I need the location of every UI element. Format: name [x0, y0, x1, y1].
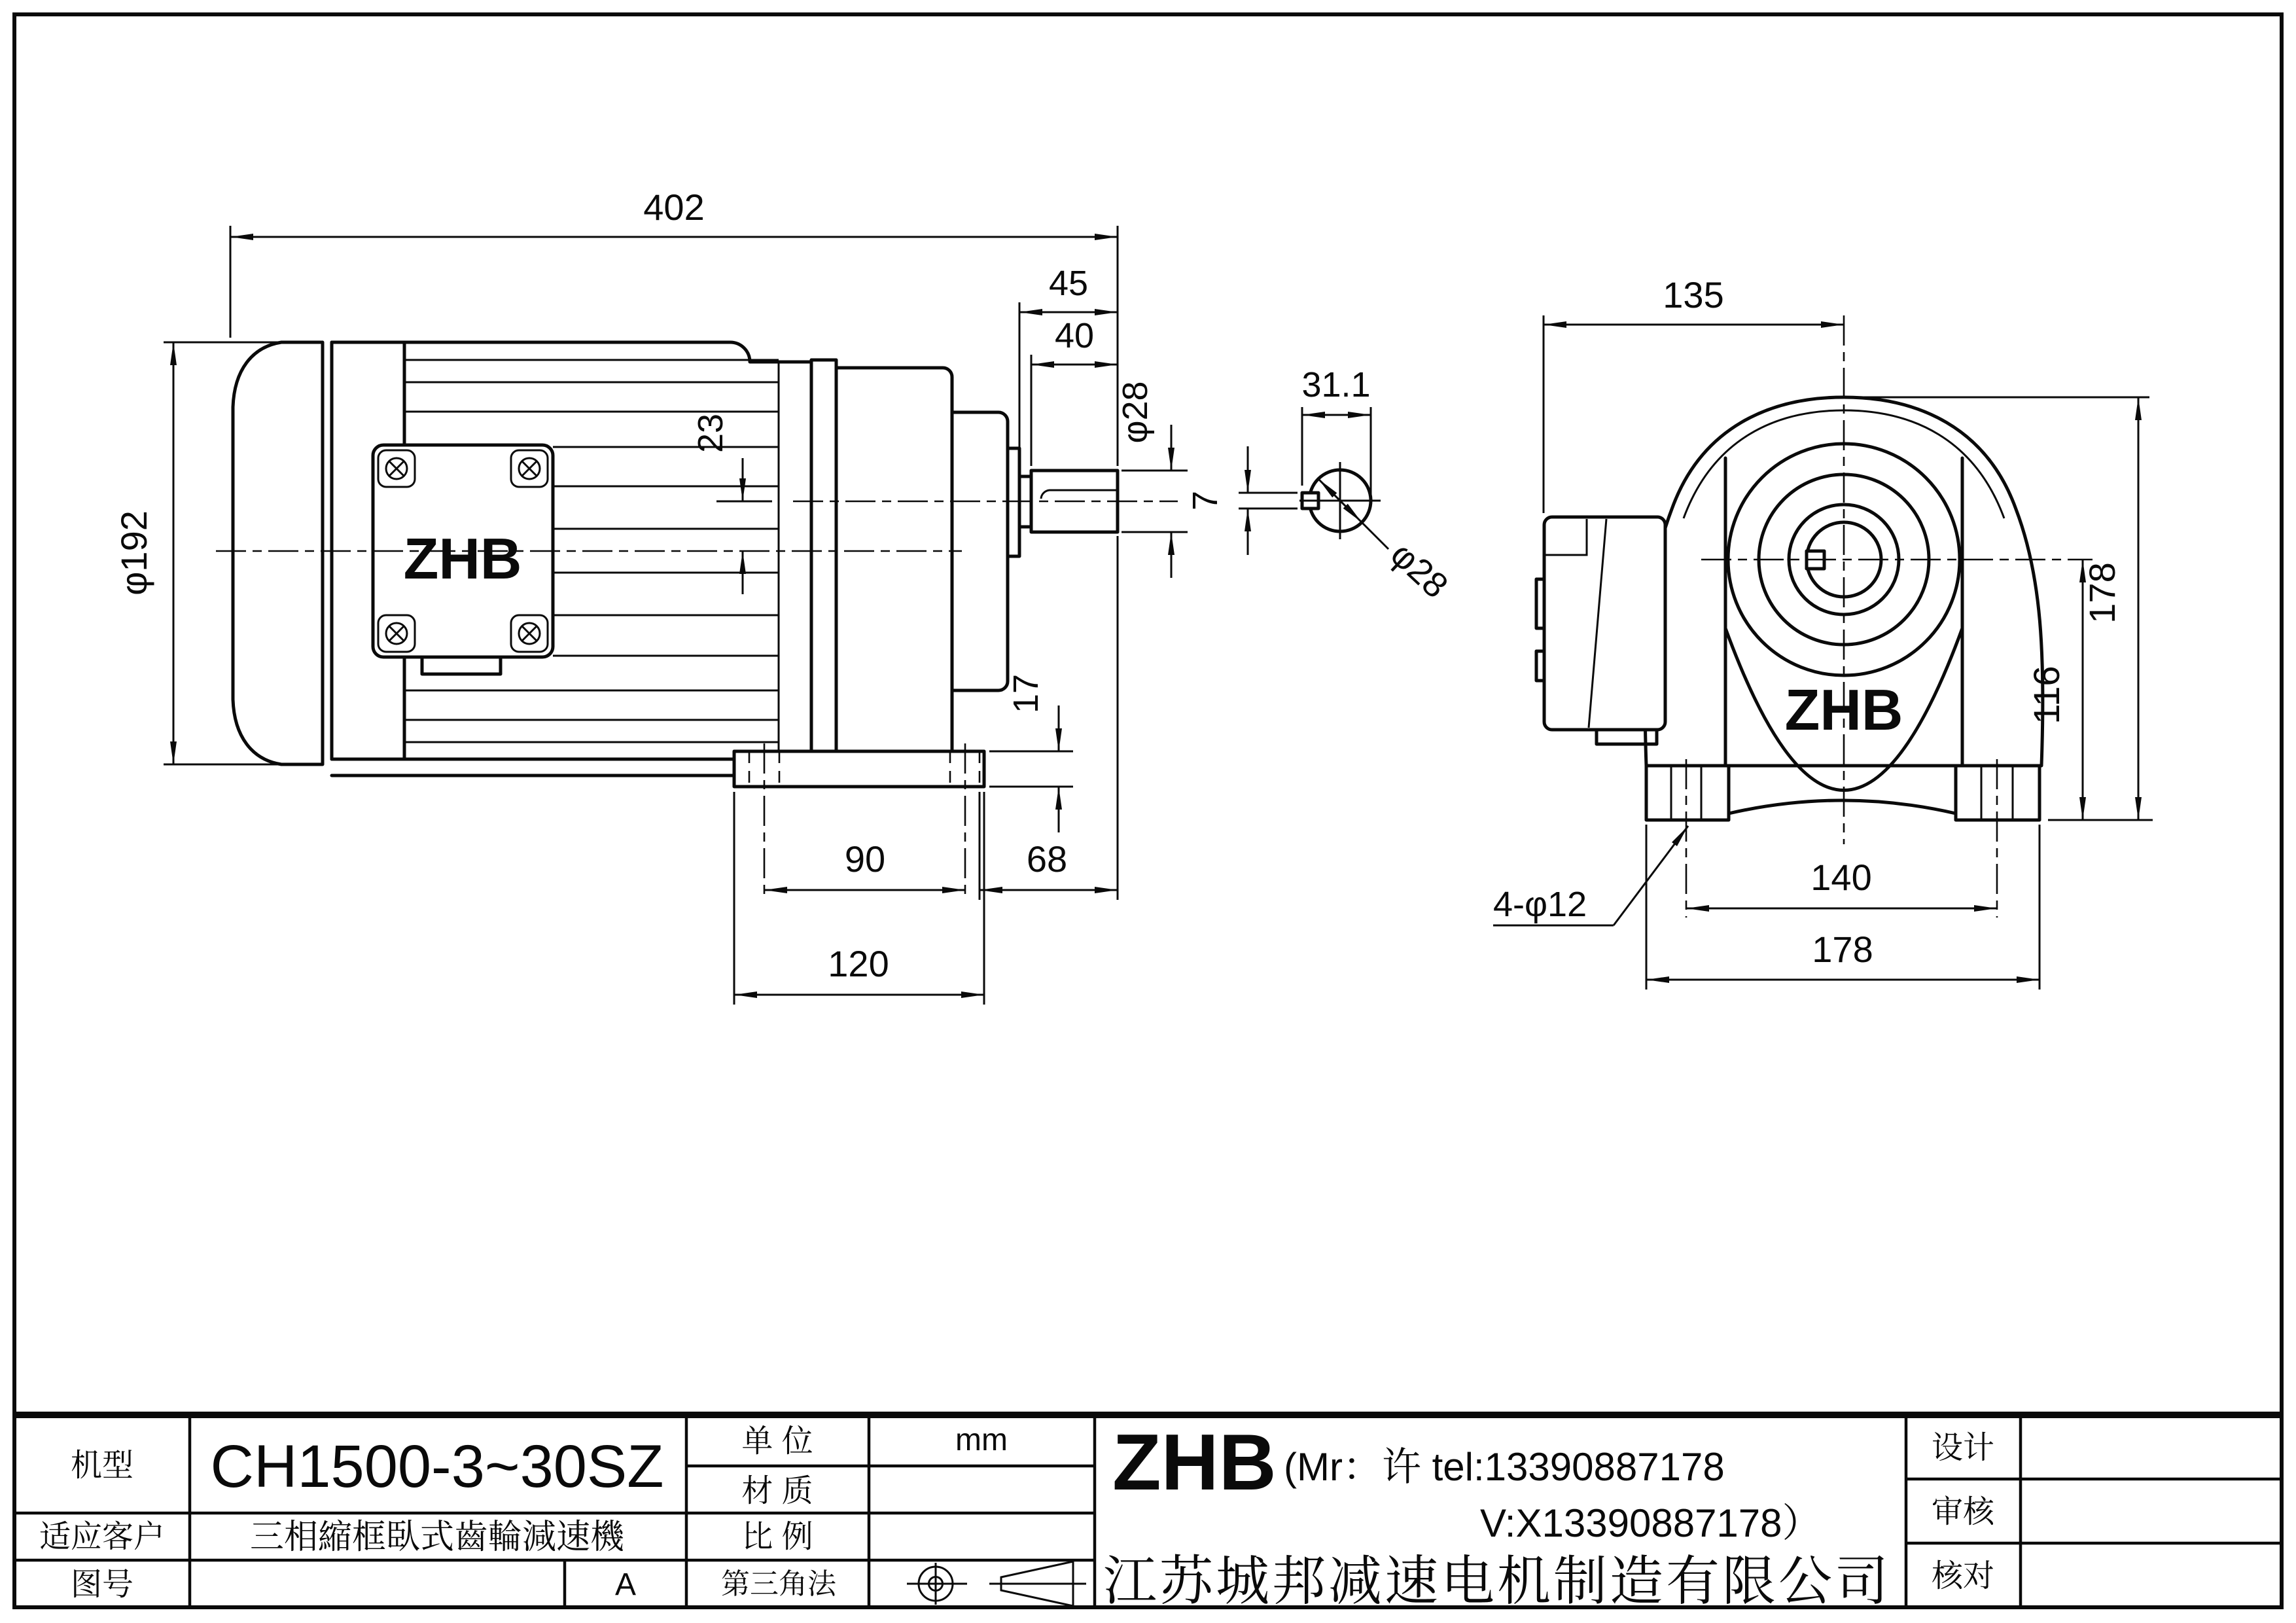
gearbox-flange	[811, 360, 836, 753]
value-unit: mm	[955, 1423, 1008, 1457]
dim-foot-height: 17	[1006, 673, 1046, 714]
dim-base-width: 178	[1812, 929, 1873, 970]
dim-shaft-ext: 45	[1048, 264, 1089, 303]
value-model: CH1500-3~30SZ	[210, 1433, 664, 1500]
label-check: 核对	[1931, 1559, 1995, 1594]
front-terminal-box	[1536, 517, 1665, 744]
dim-shaft-dia: φ28	[1116, 381, 1155, 444]
front-brand-label: ZHB	[1784, 677, 1903, 742]
gear-housing	[836, 368, 952, 751]
side-brand-label: ZHB	[403, 526, 522, 591]
label-scale: 比 例	[741, 1520, 813, 1554]
dim-hole-span: 140	[1810, 857, 1872, 898]
label-model: 机型	[70, 1448, 134, 1483]
bearing-plate	[1008, 448, 1019, 556]
dim-section-dia: φ28	[1383, 534, 1456, 606]
dim-center-height: 116	[2026, 666, 2067, 724]
terminal-box	[373, 445, 553, 674]
dim-mount-holes: 4-φ12	[1493, 885, 1587, 924]
label-projection: 第三角法	[721, 1568, 836, 1600]
base-plate	[734, 751, 984, 787]
label-review: 审核	[1931, 1495, 1995, 1529]
label-design: 设计	[1931, 1431, 1995, 1465]
dim-base-length: 120	[828, 943, 889, 984]
value-customer: 三相縮框臥式齒輪減速機	[249, 1518, 625, 1556]
company-name: 江苏城邦减速电机制造有限公司	[1103, 1552, 1892, 1611]
label-material: 材 质	[741, 1474, 813, 1508]
dim-motor-dia: φ192	[113, 510, 154, 596]
dim-overall-height: 178	[2081, 562, 2123, 624]
dim-foot-span: 90	[844, 838, 886, 880]
value-revision: A	[614, 1567, 637, 1602]
label-unit: 单 位	[741, 1424, 813, 1459]
label-customer: 适应客户	[39, 1520, 166, 1554]
company-brand: ZHB	[1112, 1418, 1277, 1507]
dim-width-to-center: 135	[1663, 274, 1724, 315]
dim-width-across: 31.1	[1301, 365, 1371, 404]
dim-key-width: 7	[1186, 490, 1225, 511]
dim-overall-length: 402	[643, 187, 705, 228]
dim-shaft-len: 40	[1054, 316, 1095, 355]
company-contact-line2: V:X13390887178）	[1480, 1501, 1822, 1545]
dim-overhang: 68	[1026, 838, 1068, 880]
company-contact-line1: (Mr：许 tel:13390887178	[1284, 1445, 1725, 1489]
dim-axis-offset: 23	[691, 413, 730, 454]
front-foot-left	[1646, 766, 1729, 820]
label-drawing-no: 图号	[70, 1567, 134, 1602]
